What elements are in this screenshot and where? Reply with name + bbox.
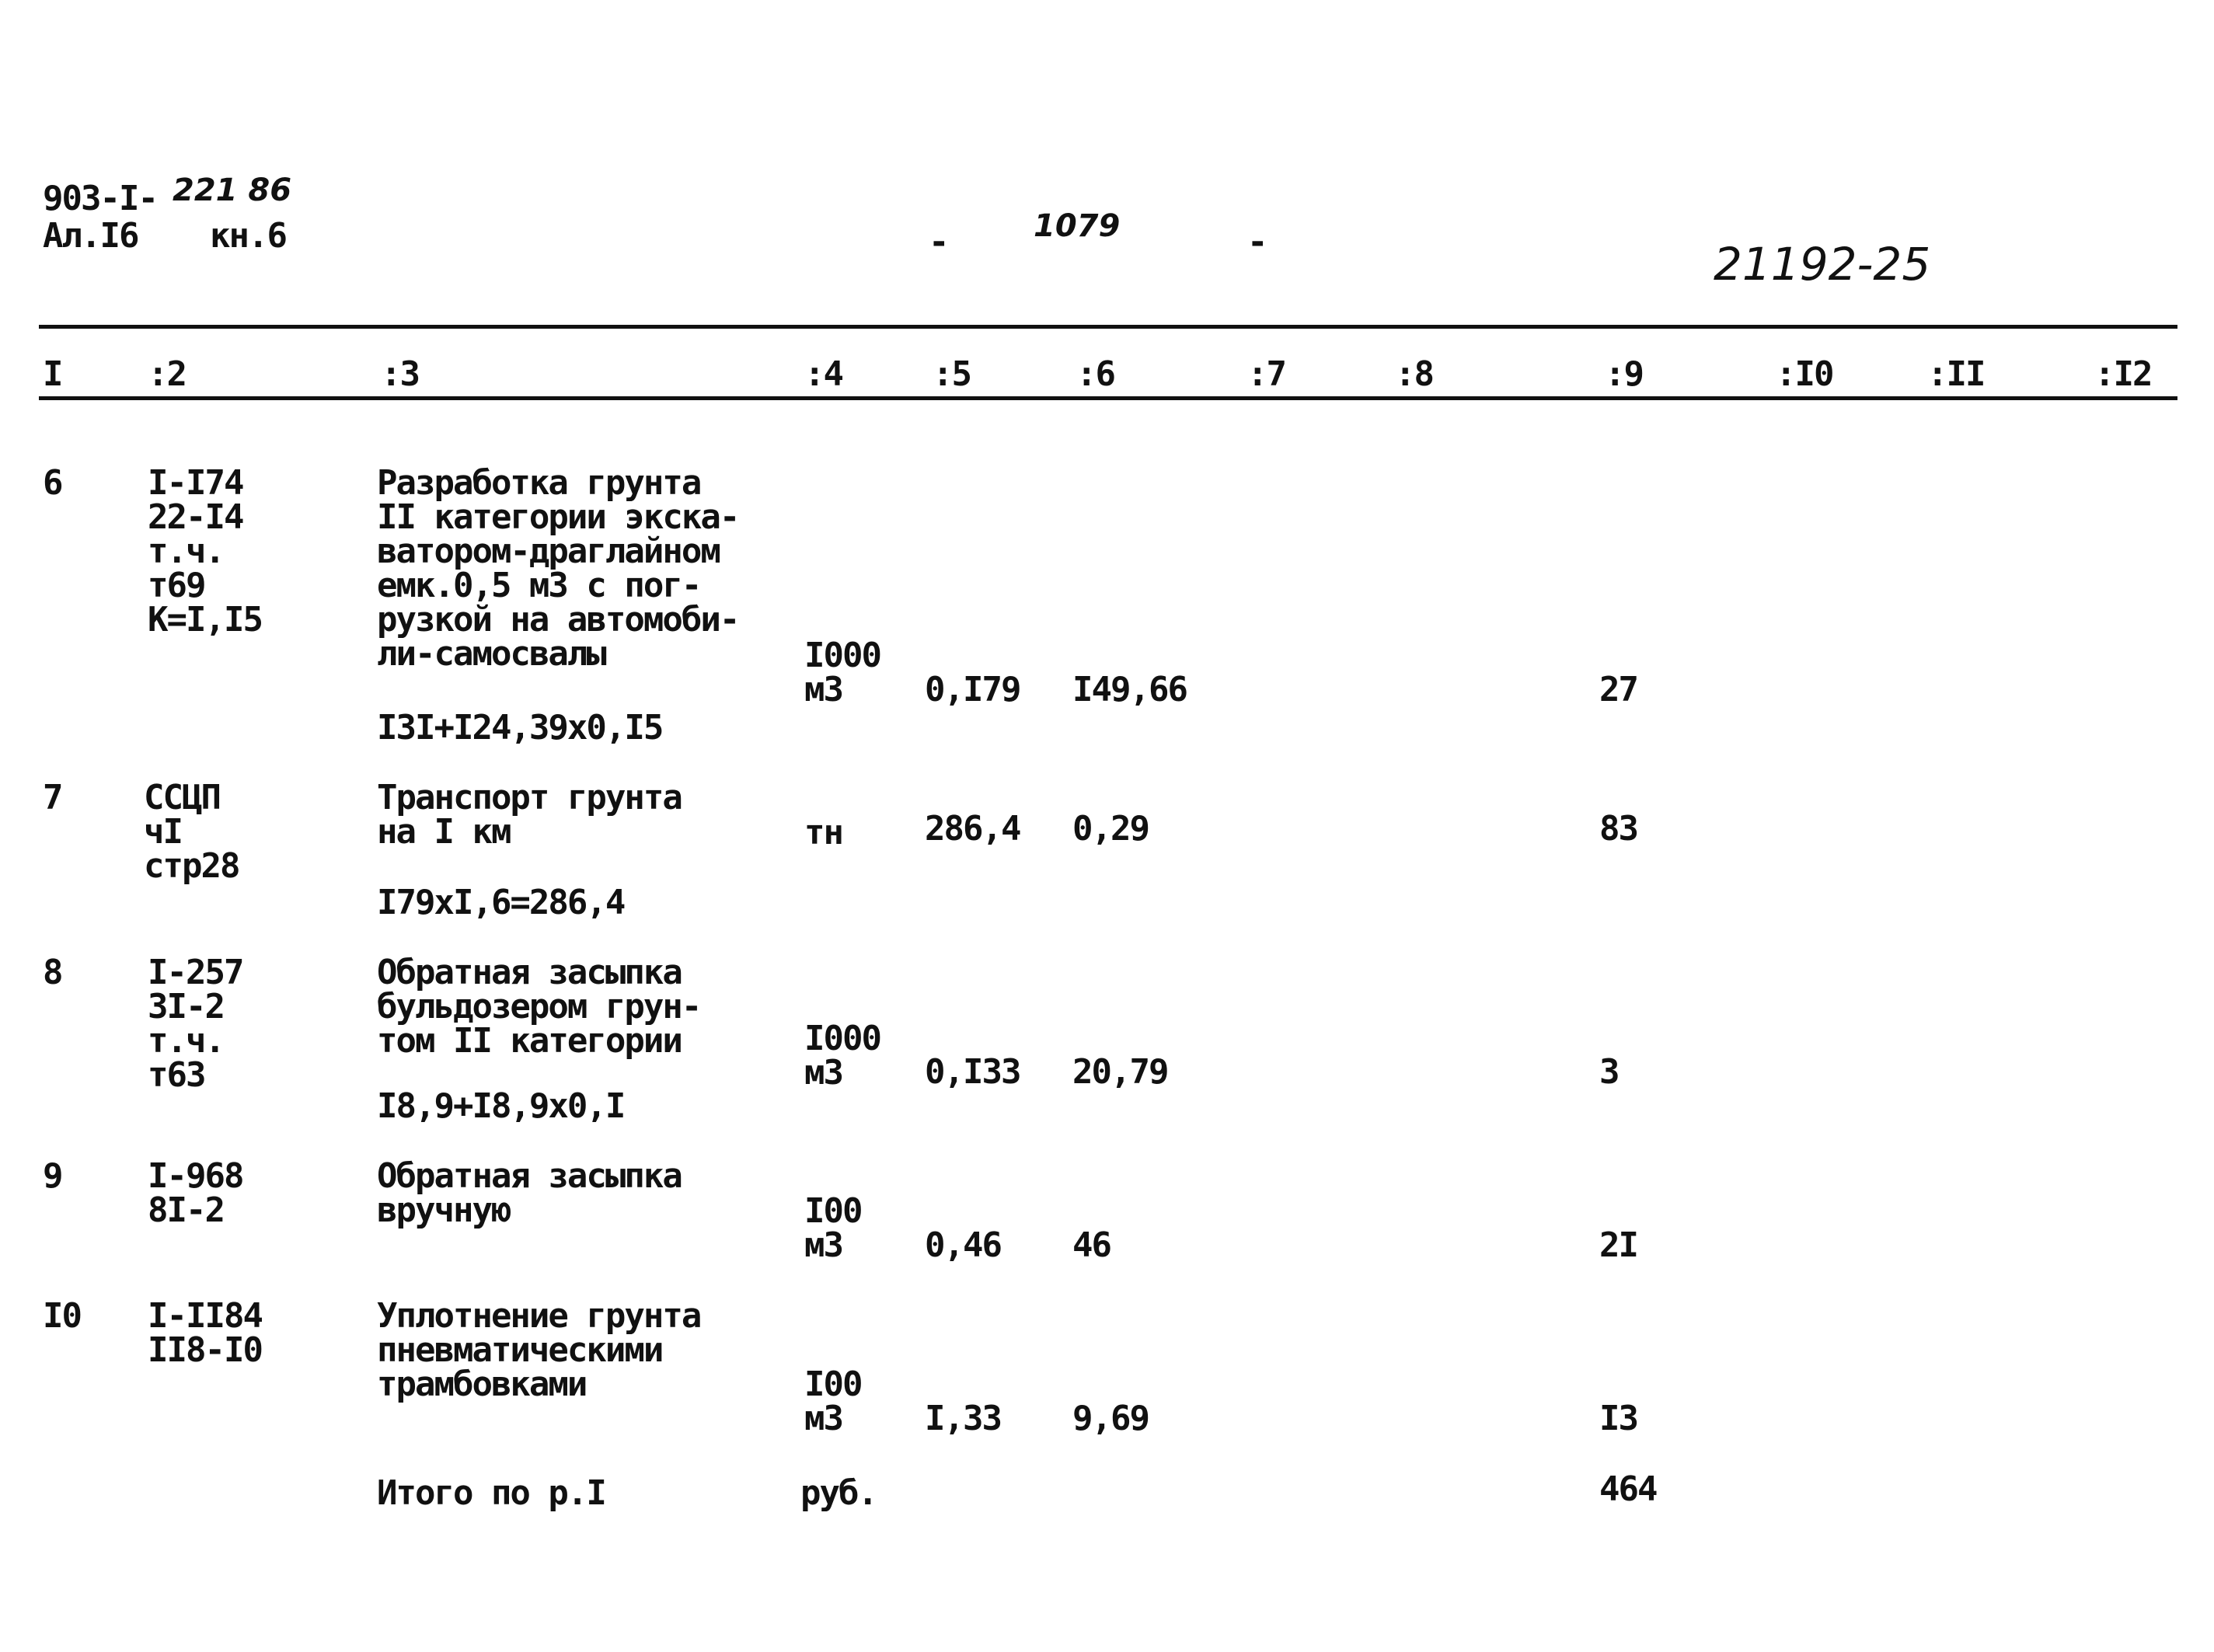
row-6-number: 6 bbox=[43, 463, 62, 503]
col-header-4: :4 bbox=[804, 354, 842, 394]
row-8-code: I-257 3I-2 т.ч. т63 bbox=[148, 953, 243, 1095]
page-dash-right: - bbox=[1247, 222, 1267, 262]
row-9-number: 9 bbox=[43, 1156, 62, 1196]
row-8-description: Обратная засыпка бульдозером грун- том II категории bbox=[377, 953, 701, 1061]
row-10-total: I3 bbox=[1599, 1399, 1637, 1438]
row-10-number: I0 bbox=[43, 1296, 81, 1336]
col-header-7: :7 bbox=[1247, 354, 1285, 394]
row-10-description: Уплотнение грунта пневматическими трамбовками bbox=[377, 1296, 701, 1404]
row-7-description: Транспорт грунта на I км bbox=[377, 778, 682, 852]
col-header-8: :8 bbox=[1395, 354, 1433, 394]
col-header-11: :II bbox=[1927, 354, 1985, 394]
row-8-quantity: 0,I33 bbox=[925, 1052, 1020, 1092]
row-6-code: I-I74 22-I4 т.ч. т69 К=I,I5 bbox=[148, 463, 262, 640]
row-10-price: 9,69 bbox=[1072, 1399, 1149, 1438]
row-8-unit: I000 м3 bbox=[804, 1019, 880, 1093]
row-7-number: 7 bbox=[43, 778, 62, 817]
row-7-calculation: I79xI,6=286,4 bbox=[377, 883, 625, 922]
summary-label: Итого по р.I bbox=[377, 1473, 605, 1513]
doc-code-handwritten: 221 86 bbox=[173, 173, 292, 208]
row-8-calculation: I8,9+I8,9x0,I bbox=[377, 1086, 625, 1126]
page-dash-left: - bbox=[929, 222, 948, 262]
row-9-price: 46 bbox=[1072, 1225, 1110, 1265]
row-9-description: Обратная засыпка вручную bbox=[377, 1156, 682, 1230]
row-7-total: 83 bbox=[1599, 809, 1637, 849]
page-number-handwritten: 1079 bbox=[1034, 208, 1121, 244]
row-7-code: ССЦП чI стр28 bbox=[144, 778, 239, 886]
row-6-price: I49,66 bbox=[1072, 670, 1187, 709]
summary-unit: руб. bbox=[800, 1473, 877, 1513]
row-6-total: 27 bbox=[1599, 670, 1637, 709]
row-6-unit: I000 м3 bbox=[804, 636, 880, 709]
row-7-price: 0,29 bbox=[1072, 809, 1149, 849]
row-6-description: Разработка грунта II категории экска- ватором-драглайном емк.0,5 м3 с пог- рузкой на автомоби- ли-самосвалы bbox=[377, 463, 739, 674]
row-10-code: I-II84 II8-I0 bbox=[148, 1296, 262, 1370]
col-header-5: :5 bbox=[933, 354, 971, 394]
header-rule bbox=[39, 396, 2177, 400]
doc-number-handwritten: 21192-25 bbox=[1714, 238, 1931, 291]
row-9-quantity: 0,46 bbox=[925, 1225, 1001, 1265]
col-header-1: I bbox=[43, 354, 62, 394]
book-label: кн.6 bbox=[210, 216, 286, 256]
col-header-2: :2 bbox=[148, 354, 186, 394]
col-header-3: :3 bbox=[381, 354, 419, 394]
doc-code-prefix: 903-I- bbox=[43, 179, 157, 218]
row-10-quantity: I,33 bbox=[925, 1399, 1001, 1438]
row-6-calculation: I3I+I24,39x0,I5 bbox=[377, 708, 663, 748]
row-8-price: 20,79 bbox=[1072, 1052, 1168, 1092]
row-8-number: 8 bbox=[43, 953, 62, 992]
top-rule bbox=[39, 325, 2177, 329]
row-9-unit: I00 м3 bbox=[804, 1191, 862, 1265]
summary-total: 464 bbox=[1599, 1469, 1657, 1509]
row-9-total: 2I bbox=[1599, 1225, 1637, 1265]
col-header-12: :I2 bbox=[2094, 354, 2152, 394]
row-9-code: I-968 8I-2 bbox=[148, 1156, 243, 1230]
row-7-unit: тн bbox=[804, 813, 842, 852]
row-7-quantity: 286,4 bbox=[925, 809, 1020, 849]
col-header-6: :6 bbox=[1076, 354, 1114, 394]
col-header-10: :I0 bbox=[1776, 354, 1833, 394]
album-label: Ал.I6 bbox=[43, 216, 138, 256]
row-8-total: 3 bbox=[1599, 1052, 1619, 1092]
row-10-unit: I00 м3 bbox=[804, 1364, 862, 1438]
row-6-quantity: 0,I79 bbox=[925, 670, 1020, 709]
col-header-9: :9 bbox=[1605, 354, 1643, 394]
